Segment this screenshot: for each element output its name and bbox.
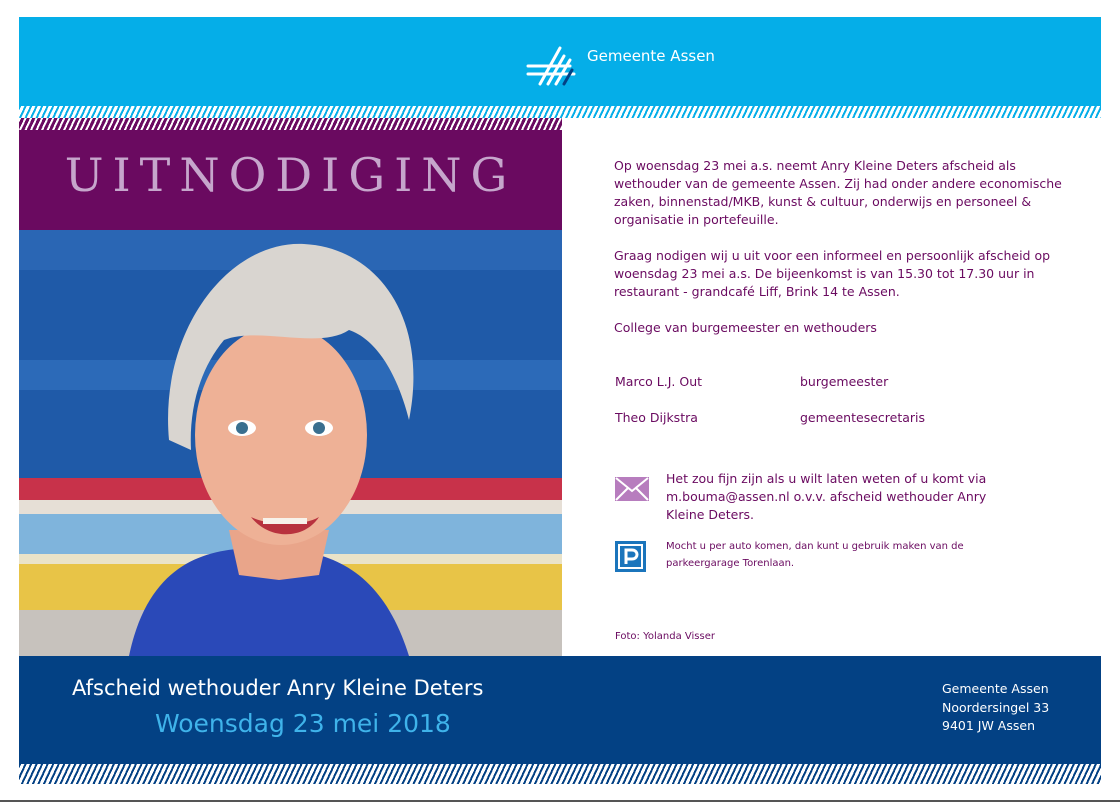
intro-paragraph: Op woensdag 23 mei a.s. neemt Anry Kleine Deters afscheid als wethouder van de gemeente Assen. Zij had onder andere economische zaken, binnenstad/MKB, kunst & cultuur, onderwijs en personeel & organisatie in portefeuille. bbox=[614, 158, 1062, 227]
title-hatch-divider bbox=[19, 118, 562, 130]
invitation-paragraph: Graag nodigen wij u uit voor een informeel en persoonlijk afscheid op woensdag 23 mei a.s. De bijeenkomst is van 15.30 tot 17.30 uur in restaurant - grandcafé Liff, Brink 14 te Assen. bbox=[614, 248, 1051, 299]
rsvp-text: Het zou fijn zijn als u wilt laten weten of u komt via m.bouma@assen.nl o.v.v. afscheid wethouder Anry Kleine Deters. bbox=[666, 471, 987, 522]
parking-icon bbox=[615, 541, 646, 572]
signatory-name: Marco L.J. Out bbox=[615, 374, 703, 389]
brand-name: Gemeente Assen bbox=[587, 47, 715, 65]
header-hatch-divider bbox=[19, 106, 1101, 118]
page-bottom-rule bbox=[0, 800, 1120, 802]
gemeente-assen-logo-icon bbox=[526, 44, 582, 88]
invitation-title: UITNODIGING bbox=[64, 148, 517, 202]
address-line: 9401 JW Assen bbox=[942, 718, 1035, 733]
college-line: College van burgemeester en wethouders bbox=[614, 320, 877, 335]
footer-title: Afscheid wethouder Anry Kleine Deters bbox=[72, 676, 484, 700]
signatory-name: Theo Dijkstra bbox=[615, 410, 698, 425]
photo-credit: Foto: Yolanda Visser bbox=[615, 631, 715, 642]
signatory-role: burgemeester bbox=[800, 374, 889, 389]
footer-address bbox=[942, 680, 1049, 736]
signatory-role: gemeentesecretaris bbox=[800, 410, 926, 425]
envelope-icon bbox=[615, 477, 649, 501]
portrait-photo bbox=[19, 230, 562, 656]
footer-hatch-divider bbox=[19, 764, 1101, 784]
address-line: Gemeente Assen bbox=[942, 681, 1049, 696]
address-line: Noordersingel 33 bbox=[942, 699, 1050, 715]
parking-text: Mocht u per auto komen, dan kunt u gebruik maken van de parkeergarage Torenlaan. bbox=[666, 541, 964, 569]
footer-date: Woensdag 23 mei 2018 bbox=[155, 709, 451, 738]
